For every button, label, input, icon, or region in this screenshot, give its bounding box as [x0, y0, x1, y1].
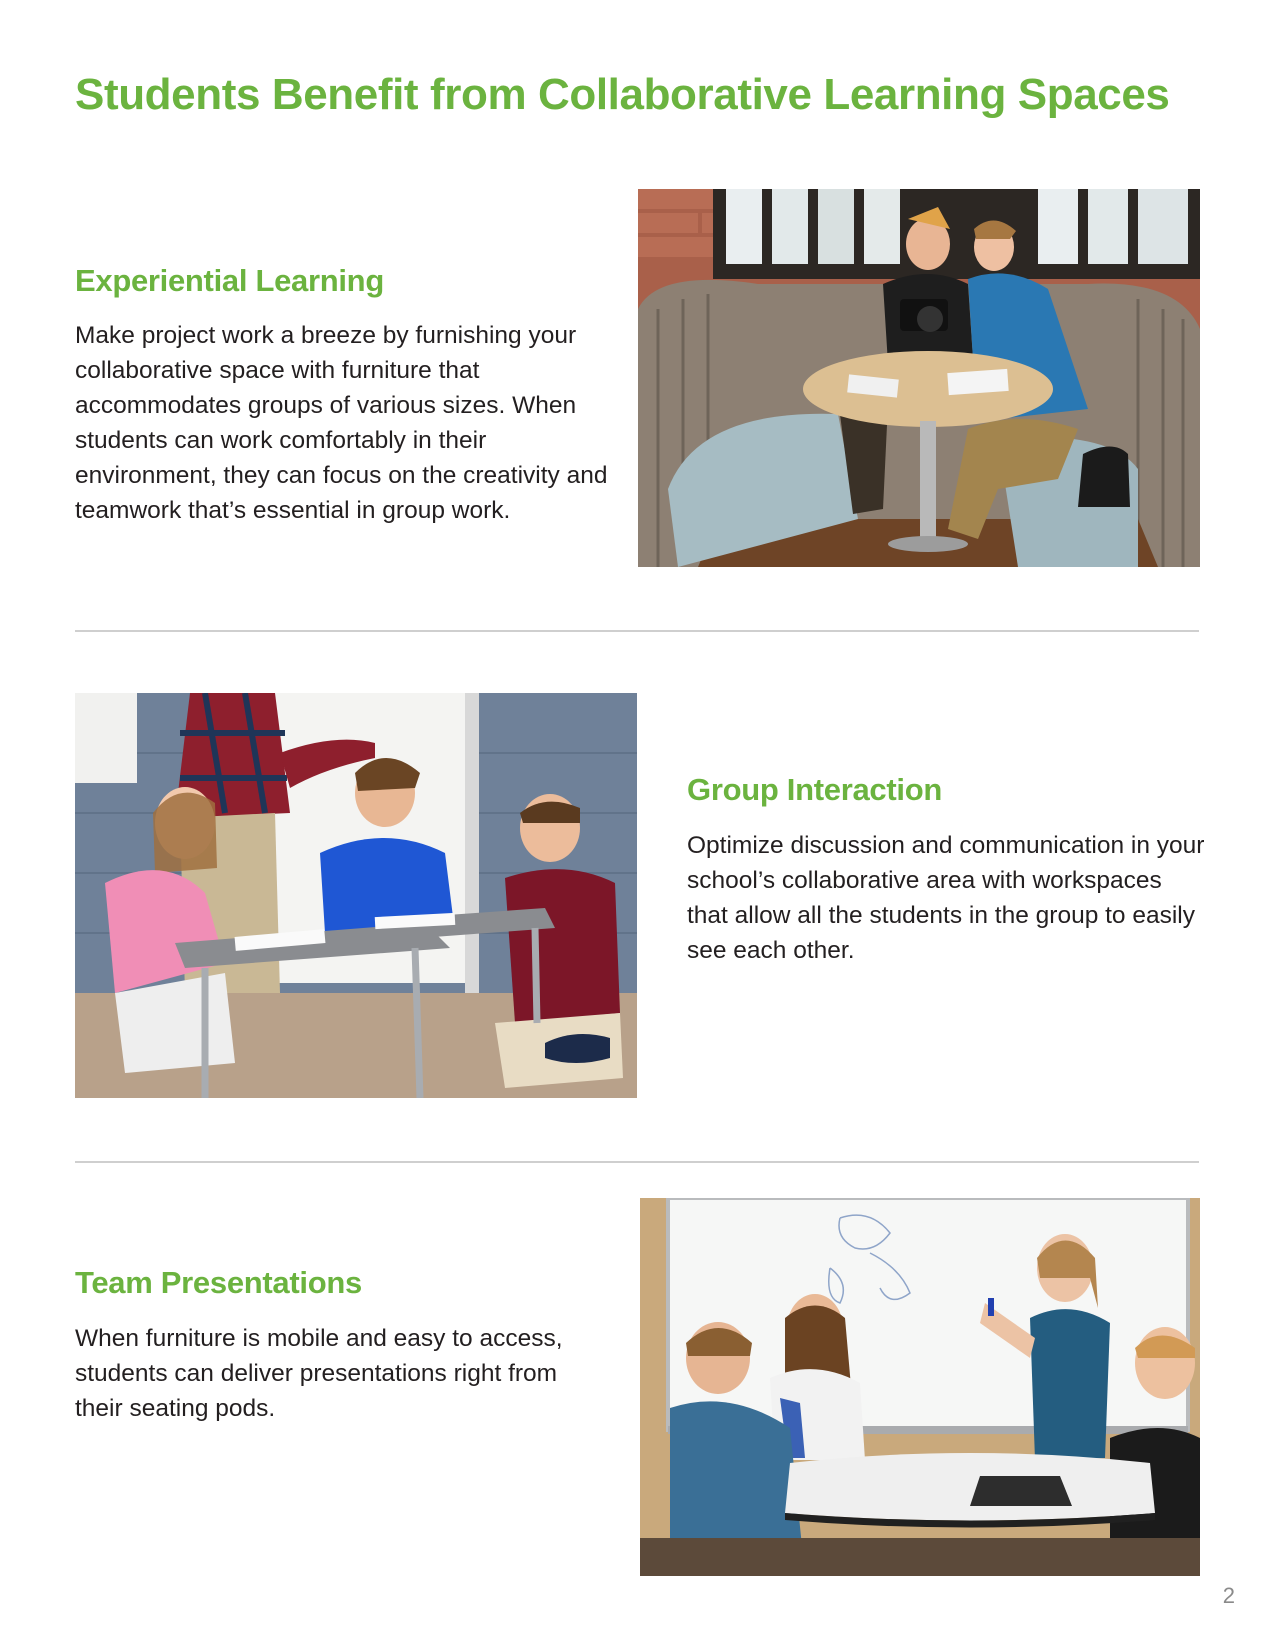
section-divider	[75, 630, 1199, 632]
page-number: 2	[1222, 1583, 1235, 1608]
section-heading-group-interaction: Group Interaction	[687, 772, 942, 807]
section-body-group-interaction: Optimize discussion and communication in your school’s collaborative area with workspaces that allow all the students in the group to easily see each other.	[687, 832, 1205, 964]
section-body-experiential-learning: Make project work a breeze by furnishing your collaborative space with furniture that accommodates groups of various sizes. When students can work comfortably in their environment, they can focus on the creativity and teamwork that’s essential in group work.	[75, 322, 608, 524]
photo-team-presentation-whiteboard	[640, 1198, 1200, 1576]
section-divider	[75, 1161, 1199, 1163]
section-heading-experiential-learning: Experiential Learning	[75, 263, 384, 298]
section-body-team-presentations: When furniture is mobile and easy to access, students can deliver presentations right from their seating pods.	[75, 1325, 563, 1422]
section-heading-team-presentations: Team Presentations	[75, 1265, 362, 1300]
photo-students-camera-booth	[638, 189, 1200, 567]
photo-children-group-desks	[75, 693, 637, 1098]
page-title: Students Benefit from Collaborative Learning Spaces	[75, 70, 1170, 119]
